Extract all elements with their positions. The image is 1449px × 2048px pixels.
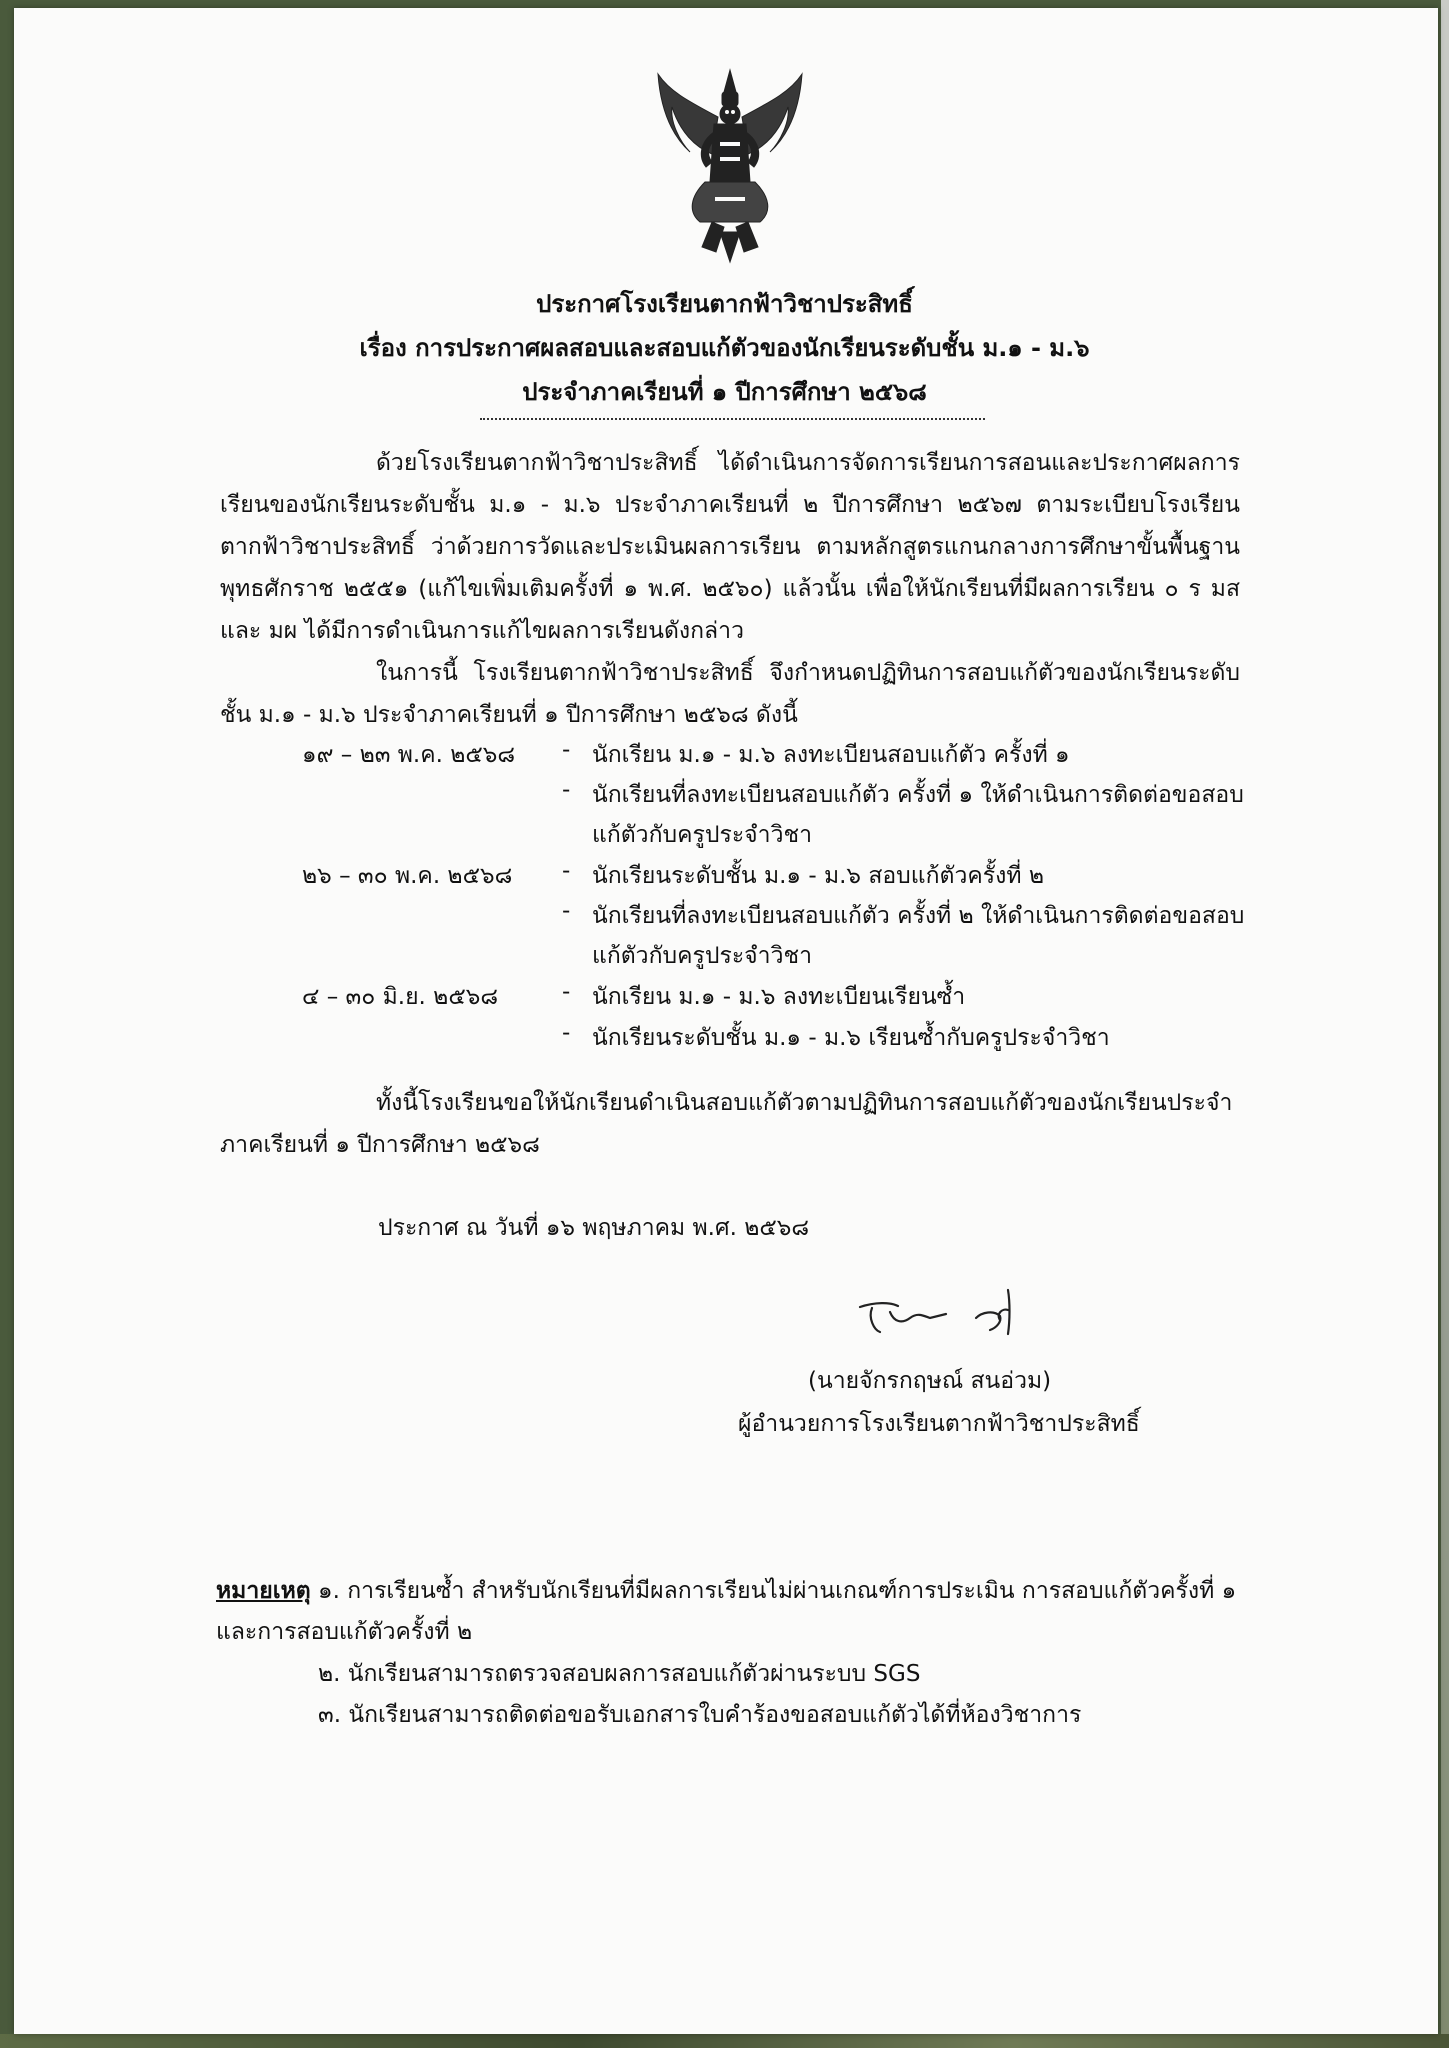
signature xyxy=(850,1272,1050,1352)
notes-label: หมายเหตุ xyxy=(216,1578,311,1604)
schedule-item-continued: แก้ตัวกับครูประจำวิชา xyxy=(592,943,813,969)
announce-date: ประกาศ ณ วันที่ ๑๖ พฤษภาคม พ.ศ. ๒๕๖๘ xyxy=(378,1215,810,1241)
schedule-item: นักเรียนที่ลงทะเบียนสอบแก้ตัว ครั้งที่ ๑ ให้ดำเนินการติดต่อขอสอบ xyxy=(592,782,1244,808)
body-paragraph-1-text: ด้วยโรงเรียนตากฟ้าวิชาประสิทธิ์ ได้ดำเนินการจัดการเรียนการสอนและประกาศผลการเรียนของนักเรียนระดับชั้น ม.๑ - ม.๖ ประจำภาคเรียนที่ ๒ ปีการศึกษา ๒๕๖๗ ตามระเบียบโรงเรียนตากฟ้าวิชาประสิทธิ์ ว่าด้วยการวัดและประเมินผลการเรียน ตามหลักสูตรแกนกลางการศึกษาขั้นพื้นฐาน พุทธศักราช ๒๕๕๑ (แก้ไขเพิ่มเติมครั้งที่ ๑ พ.ศ. ๒๕๖๐) แล้วนั้น เพื่อให้นักเรียนที่มีผลการเรียน ๐ ร มส และ มผ ได้มีการดำเนินการแก้ไขผลการเรียนดังกล่าว xyxy=(220,450,1240,644)
bullet-dash: - xyxy=(562,777,571,803)
background-edge-bottom xyxy=(0,2034,1449,2048)
body-paragraph-3 xyxy=(220,1082,1240,1166)
schedule-item: นักเรียนระดับชั้น ม.๑ - ม.๖ เรียนซ้ำกับครูประจำวิชา xyxy=(592,1025,1110,1051)
schedule-item-continued: แก้ตัวกับครูประจำวิชา xyxy=(592,822,813,848)
note-2: ๒. นักเรียนสามารถตรวจสอบผลการสอบแก้ตัวผ่านระบบ SGS xyxy=(318,1661,921,1687)
schedule-item: นักเรียนระดับชั้น ม.๑ - ม.๖ สอบแก้ตัวครั้งที่ ๒ xyxy=(592,863,1044,889)
dotted-separator xyxy=(480,418,985,420)
body-paragraph-2 xyxy=(220,652,1240,736)
schedule-date: ๒๖ – ๓๐ พ.ค. ๒๕๖๘ xyxy=(302,863,513,889)
note-1-continued: และการสอบแก้ตัวครั้งที่ ๒ xyxy=(216,1619,473,1645)
bullet-dash: - xyxy=(562,979,571,1005)
bullet-dash: - xyxy=(562,737,571,763)
announcement-title: ประกาศโรงเรียนตากฟ้าวิชาประสิทธิ์ xyxy=(536,290,913,318)
schedule-date: ๔ – ๓๐ มิ.ย. ๒๕๖๘ xyxy=(302,984,499,1010)
body-paragraph-2-text: ในการนี้ โรงเรียนตากฟ้าวิชาประสิทธิ์ จึงกำหนดปฏิทินการสอบแก้ตัวของนักเรียนระดับชั้น ม.๑ - ม.๖ ประจำภาคเรียนที่ ๑ ปีการศึกษา ๒๕๖๘ ดังนี้ xyxy=(220,660,1240,728)
note-3: ๓. นักเรียนสามารถติดต่อขอรับเอกสารใบคำร้องขอสอบแก้ตัวได้ที่ห้องวิชาการ xyxy=(318,1702,1082,1728)
schedule-item: นักเรียนที่ลงทะเบียนสอบแก้ตัว ครั้งที่ ๒ ให้ดำเนินการติดต่อขอสอบ xyxy=(592,903,1245,929)
body-paragraph-3-text: ทั้งนี้โรงเรียนขอให้นักเรียนดำเนินสอบแก้ตัวตามปฏิทินการสอบแก้ตัวของนักเรียนประจำภาคเรียนที่ ๑ ปีการศึกษา ๒๕๖๘ xyxy=(220,1090,1233,1158)
signer-position: ผู้อำนวยการโรงเรียนตากฟ้าวิชาประสิทธิ์ xyxy=(738,1411,1140,1437)
bullet-dash: - xyxy=(562,1020,571,1046)
announcement-subject: เรื่อง การประกาศผลสอบและสอบแก้ตัวของนักเรียนระดับชั้น ม.๑ - ม.๖ xyxy=(359,334,1090,362)
bullet-dash: - xyxy=(562,858,571,884)
schedule-item: นักเรียน ม.๑ - ม.๖ ลงทะเบียนเรียนซ้ำ xyxy=(592,984,966,1010)
body-paragraph-1 xyxy=(220,442,1240,652)
announcement-term: ประจำภาคเรียนที่ ๑ ปีการศึกษา ๒๕๖๘ xyxy=(522,378,927,406)
signer-name: (นายจักรกฤษณ์ สนอ่วม) xyxy=(808,1368,1052,1394)
bullet-dash: - xyxy=(562,898,571,924)
garuda-emblem xyxy=(650,62,810,267)
schedule-item: นักเรียน ม.๑ - ม.๖ ลงทะเบียนสอบแก้ตัว ครั้งที่ ๑ xyxy=(592,742,1070,768)
notes-line-1 xyxy=(216,1573,1236,1609)
note-1: ๑. การเรียนซ้ำ สำหรับนักเรียนที่มีผลการเรียนไม่ผ่านเกณฑ์การประเมิน การสอบแก้ตัวครั้งที่ ๑ xyxy=(318,1578,1237,1604)
schedule-date: ๑๙ – ๒๓ พ.ค. ๒๕๖๘ xyxy=(302,742,516,768)
